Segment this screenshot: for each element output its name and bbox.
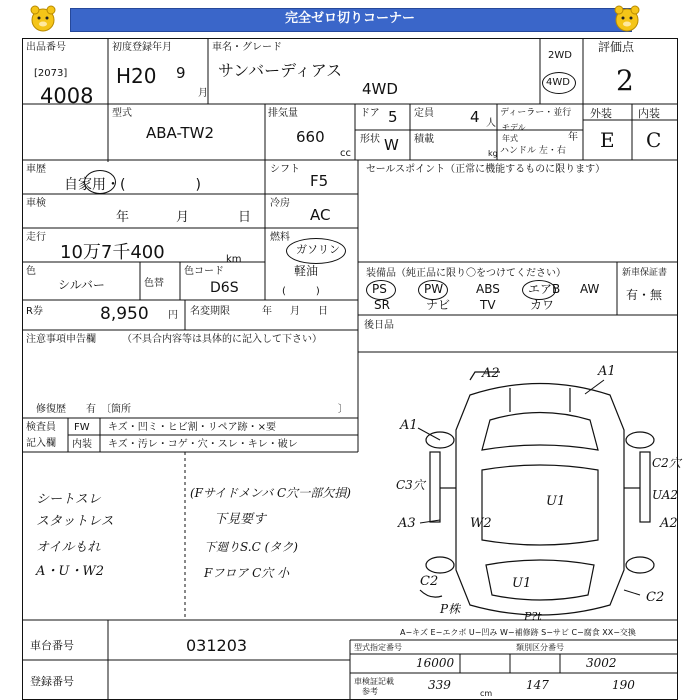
capacity-unit: 人 (486, 118, 496, 129)
inspector-interior: 内装 (72, 439, 92, 450)
hand-note-right-2: 下見要す (214, 512, 267, 527)
inspection-year: 年 (116, 210, 130, 225)
grade-value: 2 (616, 64, 634, 97)
history-label: 車歴 (26, 164, 46, 175)
displacement-unit: cc (340, 148, 351, 159)
notes-label: 注意事項申告欄 (26, 334, 96, 345)
body-shape-label: 形状 (360, 134, 380, 145)
fuel-label: 燃料 (270, 232, 290, 243)
color-code: D6S (210, 280, 239, 296)
inspection-label: 車検 (26, 198, 46, 209)
recycle-unit: 円 (168, 310, 178, 321)
name-change-year: 年 (262, 306, 272, 317)
model-year-unit: 年 (568, 132, 578, 143)
equip-tv: TV (480, 298, 496, 312)
mark-c2-hole: C2穴 (652, 456, 681, 470)
aircon-value: AC (310, 206, 331, 224)
mark-a3: A3 (398, 516, 416, 531)
hand-note-1: シートスレ (36, 492, 101, 507)
inspector-row2: キズ・汚レ・コゲ・穴・スレ・キレ・破レ (108, 439, 298, 450)
dimensions-label: 車検証記載 (354, 677, 394, 686)
inspector-label-2: 記入欄 (26, 438, 56, 449)
mark-c2-left: C2 (420, 574, 439, 589)
chassis-number: 031203 (186, 636, 248, 655)
name-change-label: 名変期限 (190, 306, 230, 317)
exterior-grade: E (600, 128, 615, 152)
dimension-height: 190 (612, 678, 635, 692)
warranty-label: 新車保証書 (622, 268, 668, 278)
body-shape-value: W (384, 136, 399, 154)
damage-legend: A−キズ E−エクボ U−凹み W−補修跡 S−サビ C−腐食 XX−交換 (400, 628, 636, 637)
dealer-label: ディーラー・並行 (500, 108, 572, 118)
equip-navi: ナビ (426, 298, 451, 312)
dimension-unit: cm (480, 689, 493, 698)
color-value: シルバー (58, 278, 105, 292)
aircon-label: 冷房 (270, 198, 290, 209)
lot-label: 出品番号 (26, 42, 66, 53)
mileage-value: 10万7千400 (60, 242, 165, 263)
class-num-label: 類別区分番号 (516, 643, 564, 652)
color-code-label: 色コード (184, 266, 224, 277)
inspector-row1: キズ・凹ミ・ヒビ割・リペア跡・×要 (108, 422, 276, 433)
recycle-value: 8,950 (100, 304, 149, 324)
fuel-gasoline: ガソリン (296, 243, 340, 256)
history-value: 自家用・( ) (64, 177, 201, 193)
page-title: 完全ゼロ切りコーナー (284, 11, 415, 26)
equip-leather: カワ (530, 298, 555, 312)
mark-a2-top: A2 (482, 366, 500, 381)
capacity-label: 定員 (414, 108, 434, 119)
type-cert-label: 型式指定番号 (354, 643, 402, 652)
inspection-day: 日 (238, 210, 252, 225)
grade-label: 評価点 (598, 40, 635, 54)
warranty-value: 有・無 (626, 288, 663, 302)
post-fit-label: 後日品 (364, 320, 394, 331)
notes-sub: （不具合内容等は具体的に記入して下さい） (122, 334, 322, 345)
mileage-label: 走行 (26, 232, 46, 243)
equip-aw: AW (580, 282, 600, 296)
equip-airbag: エアB (528, 282, 561, 296)
equip-sr: SR (374, 298, 390, 312)
repair-history-end: 〕 (338, 404, 348, 415)
recycle-label: R券 (26, 306, 43, 317)
equip-pw: PW (424, 282, 444, 296)
load-unit: kg (488, 149, 498, 158)
hand-note-right-1: (Fサイドメンバ C穴一部欠損) (190, 486, 351, 500)
chassis-label: 車台番号 (30, 639, 74, 652)
displacement-value: 660 (296, 128, 325, 146)
inspector-fw: FW (74, 422, 90, 433)
mark-ua2: UA2 (652, 488, 679, 502)
equipment-label: 装備品（純正品に限り〇をつけてください） (366, 268, 566, 279)
mark-a1-left: A1 (400, 418, 418, 433)
car-name: サンバーディアス (218, 61, 343, 80)
inspection-month: 月 (176, 210, 190, 225)
lot-sub-number: [2073] (34, 68, 68, 79)
hand-note-right-3: 下廻りS.C (タク) (204, 540, 298, 554)
mark-c3-hole: C3穴 (396, 478, 425, 492)
capacity-value: 4 (470, 108, 480, 126)
load-label: 積載 (414, 134, 434, 145)
first-reg-month: 9 (176, 64, 186, 82)
fuel-diesel: 軽油 (294, 264, 319, 278)
first-reg-year: H20 (116, 64, 157, 88)
shift-value: F5 (310, 172, 329, 190)
registration-label: 登録番号 (30, 675, 74, 688)
hand-note-right-4: Fフロア C穴 小 (204, 566, 290, 580)
name-change-day: 日 (318, 306, 328, 317)
equip-ps: PS (372, 282, 387, 296)
model-year-label: モデル年式 (502, 123, 526, 143)
mark-w2: W2 (470, 516, 492, 531)
mark-u1-rear: U1 (512, 576, 532, 591)
hand-note-2: スタットレス (36, 514, 114, 529)
mileage-unit: km (226, 254, 242, 265)
mark-a2-right: A2 (660, 516, 678, 531)
exterior-label: 外装 (590, 107, 612, 120)
doors-value: 5 (388, 108, 398, 126)
model-value: ABA-TW2 (146, 124, 215, 142)
hand-note-4: A・U・W2 (36, 564, 104, 579)
mark-p-rear: P?t (524, 610, 542, 623)
mark-a1-top: A1 (598, 364, 616, 379)
dimensions-sub: 参考 (362, 687, 378, 696)
shift-label: シフト (270, 164, 300, 175)
sales-point-label: セールスポイント（正常に機能するものに限ります） (366, 164, 606, 175)
dimension-length: 339 (428, 678, 451, 692)
type-cert-value: 16000 (416, 656, 455, 670)
mark-c2-right: C2 (646, 590, 665, 605)
class-num-value: 3002 (586, 656, 617, 670)
interior-grade: C (646, 128, 662, 152)
drive-2wd-label: 2WD (548, 50, 572, 61)
mark-u1: U1 (546, 494, 566, 509)
equip-abs: ABS (476, 282, 500, 296)
fuel-other: ( ) (282, 286, 320, 297)
doors-label: ドア (360, 108, 380, 119)
displacement-label: 排気量 (268, 108, 298, 119)
hand-note-3: オイルもれ (36, 540, 101, 555)
inspector-label: 検査員 (26, 422, 56, 433)
handle-label: ハンドル 左・右 (500, 146, 566, 156)
lot-number: 4008 (40, 84, 94, 108)
drive-4wd-selected: 4WD (546, 77, 570, 88)
month-unit: 月 (198, 88, 208, 99)
name-change-month: 月 (290, 306, 300, 317)
model-label: 型式 (112, 108, 132, 119)
first-reg-label: 初度登録年月 (112, 42, 172, 53)
dimension-width: 147 (526, 678, 549, 692)
mark-p: P株 (440, 602, 461, 616)
color-change-label: 色替 (144, 278, 164, 289)
car-name-label: 車名・グレード (212, 42, 282, 53)
color-label: 色 (26, 266, 36, 277)
interior-label: 内装 (638, 107, 660, 120)
repair-history: 修復歴 有 〔箇所 (36, 404, 131, 415)
car-drive: 4WD (362, 80, 398, 98)
